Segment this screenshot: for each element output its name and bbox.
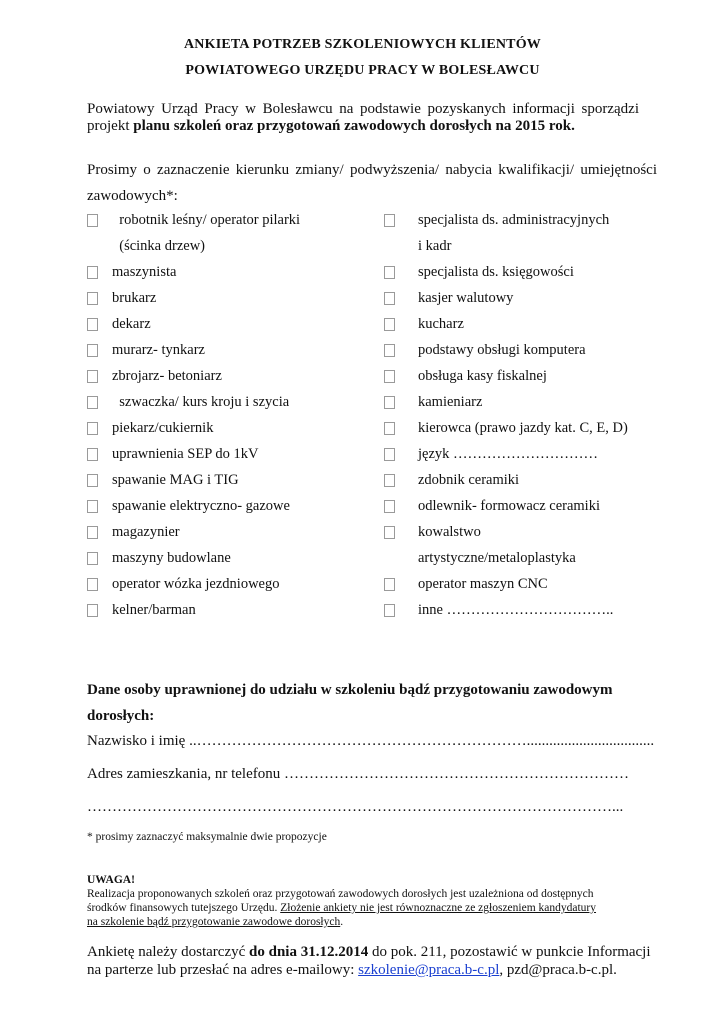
option-label: operator wózka jezdniowego: [112, 576, 280, 592]
checkbox-icon[interactable]: [87, 292, 98, 305]
checkbox-icon[interactable]: [384, 474, 395, 487]
checkbox-icon[interactable]: [384, 604, 395, 617]
option-label: kasjer walutowy: [418, 290, 514, 306]
submission-text-3: , pzd@praca.b-c.pl.: [499, 962, 617, 978]
notice-heading: UWAGA!: [87, 874, 135, 886]
checkbox-icon[interactable]: [87, 604, 98, 617]
checkbox-icon[interactable]: [384, 448, 395, 461]
right-option-4[interactable]: [384, 337, 628, 363]
intro-paragraph: [87, 101, 639, 135]
left-option-5[interactable]: [87, 363, 300, 389]
checkbox-icon[interactable]: [384, 578, 395, 591]
right-option-2[interactable]: [384, 285, 628, 311]
left-option-4[interactable]: [87, 337, 300, 363]
left-option-1[interactable]: [87, 259, 300, 285]
checkbox-icon[interactable]: [87, 370, 98, 383]
notice-line2-underlined: Złożenie ankiety nie jest równoznaczne ze zgłoszeniem kandydatury: [280, 902, 597, 914]
checkbox-icon[interactable]: [384, 370, 395, 383]
intro-text: Powiatowy Urząd Pracy w Bolesławcu na podstawie pozyskanych informacji sporządzi projekt: [87, 101, 639, 134]
options-left-column: [87, 207, 300, 623]
address-phone-field[interactable]: Adres zamieszkania, nr telefonu ……………………………………………………………: [87, 766, 629, 782]
checkbox-icon[interactable]: [87, 552, 98, 565]
right-option-7[interactable]: [384, 415, 628, 441]
option-label-continuation: artystyczne/metaloplastyka: [418, 550, 576, 566]
intro-bold-text: planu szkoleń oraz przygotowań zawodowych dorosłych na 2015 rok.: [133, 118, 575, 134]
option-label: obsługa kasy fiskalnej: [418, 368, 547, 384]
left-option-8[interactable]: [87, 441, 300, 467]
checkbox-icon[interactable]: [384, 292, 395, 305]
right-option-5[interactable]: [384, 363, 628, 389]
option-label: robotnik leśny/ operator pilarki: [112, 212, 301, 228]
option-label-continuation: i kadr: [418, 238, 452, 254]
submission-info: [87, 943, 657, 979]
checkbox-icon[interactable]: [87, 266, 98, 279]
form-title-line1: ANKIETA POTRZEB SZKOLENIOWYCH KLIENTÓW: [183, 37, 542, 52]
notice-line2-plain: środków finansowych tutejszego Urzędu.: [87, 902, 281, 914]
options-right-column: [384, 207, 628, 623]
option-label: kowalstwo: [418, 524, 481, 540]
submission-deadline: do dnia 31.12.2014: [249, 944, 369, 960]
option-label: kucharz: [418, 316, 464, 332]
option-label: specjalista ds. administracyjnych: [418, 212, 610, 228]
left-option-12[interactable]: [87, 545, 300, 571]
checkbox-icon[interactable]: [87, 422, 98, 435]
checkbox-icon[interactable]: [87, 318, 98, 331]
right-option-0[interactable]: [384, 207, 628, 233]
option-label: zbrojarz- betoniarz: [112, 368, 222, 384]
left-option-3[interactable]: [87, 311, 300, 337]
right-option-10[interactable]: [384, 493, 628, 519]
option-label: podstawy obsługi komputera: [418, 342, 586, 358]
option-label: zdobnik ceramiki: [418, 472, 520, 488]
option-label: brukarz: [112, 290, 157, 306]
option-label: murarz- tynkarz: [112, 342, 205, 358]
option-label: specjalista ds. księgowości: [418, 264, 574, 280]
option-label: spawanie elektryczno- gazowe: [112, 498, 290, 514]
right-option-8[interactable]: [384, 441, 628, 467]
checkbox-icon[interactable]: [87, 474, 98, 487]
checkbox-icon[interactable]: [87, 500, 98, 513]
right-option-1[interactable]: [384, 259, 628, 285]
prompt-text: Prosimy o zaznaczenie kierunku zmiany/ podwyższenia/ nabycia kwalifikacji/ umiejętności zawodowych*:: [87, 162, 657, 204]
checkbox-icon[interactable]: [384, 318, 395, 331]
footnote: * prosimy zaznaczyć maksymalnie dwie propozycje: [87, 831, 327, 843]
option-label: uprawnienia SEP do 1kV: [112, 446, 259, 462]
option-label: piekarz/cukiernik: [112, 420, 214, 436]
checkbox-icon[interactable]: [384, 266, 395, 279]
option-label: odlewnik- formowacz ceramiki: [418, 498, 600, 514]
left-option-14[interactable]: [87, 597, 300, 623]
option-label: kelner/barman: [112, 602, 196, 618]
right-option-12[interactable]: [384, 571, 628, 597]
checkbox-icon[interactable]: [384, 214, 395, 227]
right-option-13[interactable]: [384, 597, 628, 623]
checkbox-icon[interactable]: [87, 578, 98, 591]
form-title-line2: POWIATOWEGO URZĘDU PRACY W BOLESŁAWCU: [185, 63, 540, 78]
notice-line3-underlined: na szkolenie bądź przygotowanie zawodowe dorosłych: [87, 916, 341, 928]
option-label: maszynista: [112, 264, 177, 280]
checkbox-icon[interactable]: [87, 344, 98, 357]
right-option-3[interactable]: [384, 311, 628, 337]
checkbox-icon[interactable]: [384, 500, 395, 513]
notice-block: [87, 873, 647, 929]
option-label: dekarz: [112, 316, 151, 332]
option-label-continuation: (ścinka drzew): [112, 238, 205, 254]
checkbox-icon[interactable]: [384, 526, 395, 539]
option-label: spawanie MAG i TIG: [112, 472, 239, 488]
left-option-11[interactable]: [87, 519, 300, 545]
right-option-6[interactable]: [384, 389, 628, 415]
name-field[interactable]: Nazwisko i imię ..…………………………………………………………..................................: [87, 733, 655, 749]
left-option-7[interactable]: [87, 415, 300, 441]
notice-line3: [87, 915, 647, 929]
checkbox-icon[interactable]: [384, 422, 395, 435]
email-link[interactable]: szkolenie@praca.b-c.pl: [358, 962, 500, 978]
checkbox-icon[interactable]: [87, 448, 98, 461]
option-label: operator maszyn CNC: [418, 576, 548, 592]
address-continuation-field[interactable]: ……………………………………………………………………………………………...: [87, 799, 624, 815]
left-option-10[interactable]: [87, 493, 300, 519]
left-option-2[interactable]: [87, 285, 300, 311]
submission-text-1: Ankietę należy dostarczyć: [87, 944, 250, 960]
submission-text-2: do pok. 211, pozostawić w punkcie Informacji na parterze lub przesłać na adres e-mailowy:: [87, 944, 651, 978]
left-option-6[interactable]: [87, 389, 300, 415]
applicant-data-heading: Dane osoby uprawnionej do udziału w szkoleniu bądź przygotowaniu zawodowym dorosłych:: [87, 682, 613, 724]
notice-line2: [87, 901, 647, 915]
checkbox-icon[interactable]: [384, 396, 395, 409]
option-label: inne ……………………………..: [418, 602, 614, 618]
right-option-9[interactable]: [384, 467, 628, 493]
checkbox-icon[interactable]: [87, 396, 98, 409]
left-option-13[interactable]: [87, 571, 300, 597]
left-option-0[interactable]: [87, 207, 300, 233]
checkbox-icon[interactable]: [87, 214, 98, 227]
option-label: kamieniarz: [418, 394, 483, 410]
notice-line1: Realizacja proponowanych szkoleń oraz przygotowań zawodowych dorosłych jest uzależniona od dostępnych: [87, 888, 594, 900]
checkbox-icon[interactable]: [384, 344, 395, 357]
left-option-9[interactable]: [87, 467, 300, 493]
option-label: magazynier: [112, 524, 180, 540]
right-option-11[interactable]: [384, 519, 628, 545]
checkbox-icon[interactable]: [87, 526, 98, 539]
notice-line3-end: .: [340, 916, 344, 928]
option-label: szwaczka/ kurs kroju i szycia: [112, 394, 290, 410]
option-label: kierowca (prawo jazdy kat. C, E, D): [418, 420, 628, 436]
option-label: maszyny budowlane: [112, 550, 231, 566]
option-label: język …………………………: [418, 446, 599, 462]
